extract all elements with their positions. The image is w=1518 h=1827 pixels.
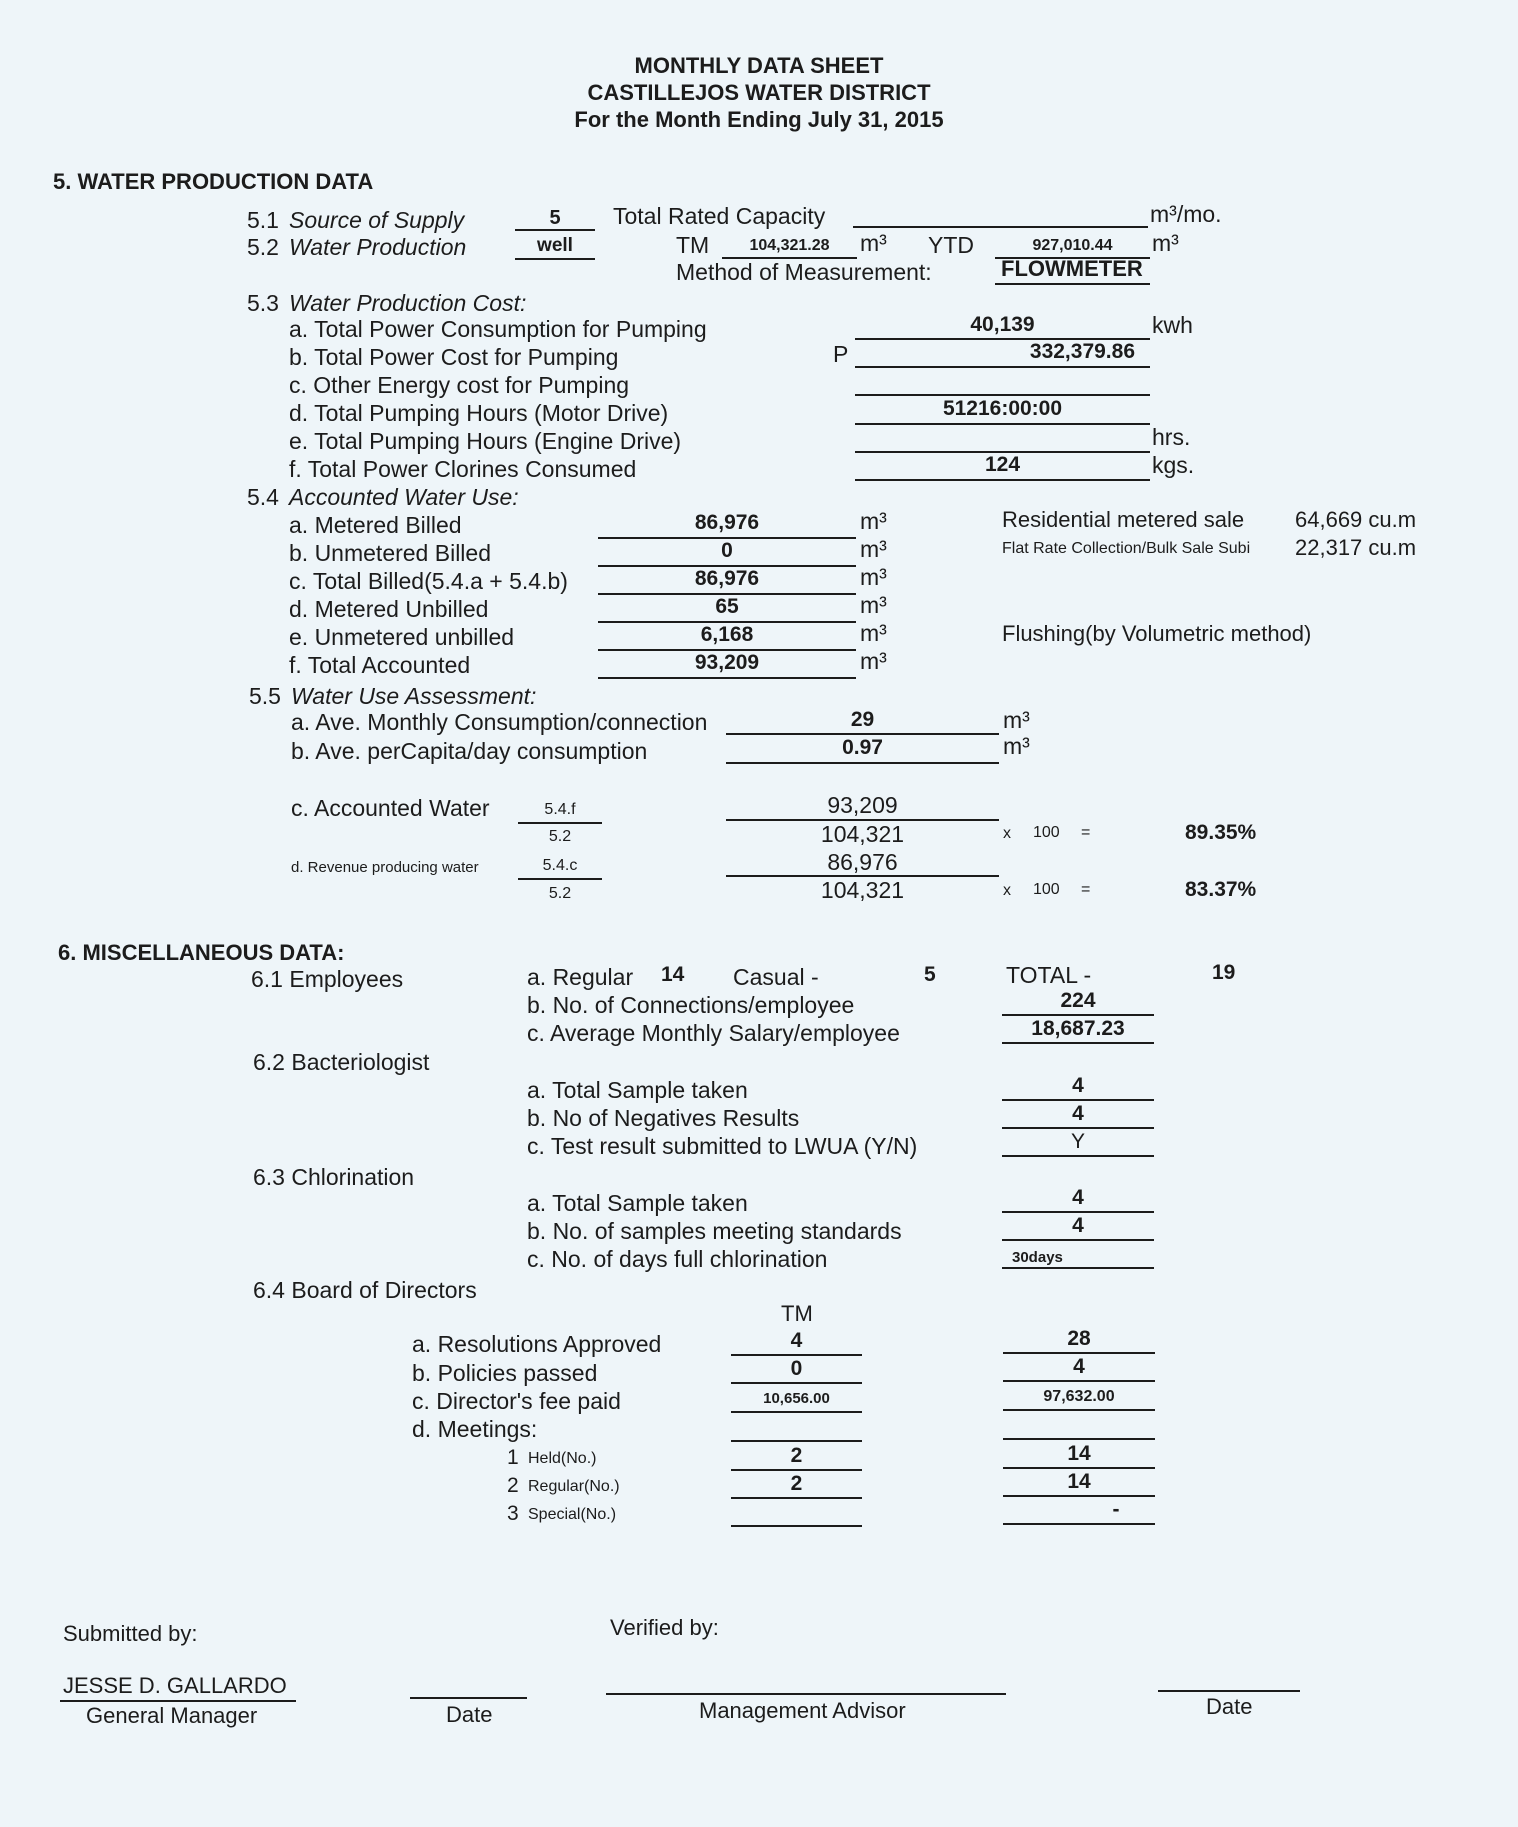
board-row-ytd: 28	[1067, 1327, 1091, 1350]
board-row-tm-underline	[731, 1411, 862, 1413]
s64-label: 6.4 Board of Directors	[253, 1277, 477, 1303]
title-line-1: MONTHLY DATA SHEET	[634, 53, 884, 78]
s53b-label: b. Total Power Cost for Pumping	[289, 344, 619, 370]
s55d-hundred: 100	[1033, 881, 1060, 898]
total-value: 19	[1212, 961, 1236, 984]
tm-value: 104,321.28	[749, 237, 830, 254]
s54-row-unit: m³	[860, 564, 887, 590]
advisor-label: Management Advisor	[699, 1698, 906, 1723]
s55-text: Water Use Assessment:	[291, 683, 537, 709]
s55c-hundred: 100	[1033, 824, 1060, 841]
s54-row-unit: m³	[860, 592, 887, 618]
s62-row-label: a. Total Sample taken	[527, 1077, 748, 1103]
s54-row-value: 6,168	[700, 623, 754, 646]
s53a-unit: kwh	[1152, 312, 1193, 338]
s53b-underline	[855, 366, 1150, 368]
s55c-denominator: 104,321	[820, 821, 905, 847]
board-row-tm: 10,656.00	[763, 1390, 830, 1407]
trc-label: Total Rated Capacity	[613, 203, 826, 229]
s55c-den-ref: 5.2	[548, 828, 572, 845]
board-row-ytd-underline	[1003, 1409, 1155, 1411]
s55c-times: x	[1003, 825, 1011, 842]
s62-row-value: Y	[1070, 1130, 1085, 1153]
s54-row-value: 65	[715, 595, 739, 618]
salary-label: c. Average Monthly Salary/employee	[527, 1020, 900, 1046]
s54-row-unit: m³	[860, 536, 887, 562]
s63-row-underline	[1002, 1239, 1154, 1241]
s55d-equals: =	[1081, 881, 1091, 898]
meeting-label: Special(No.)	[528, 1506, 617, 1523]
s54-row-unit: m³	[860, 648, 887, 674]
s54-row-value: 86,976	[694, 511, 760, 534]
flat-rate-value: 22,317 cu.m	[1295, 535, 1417, 560]
s55c-num-ref: 5.4.f	[544, 801, 576, 818]
s52-label: 5.2	[247, 234, 279, 260]
s54-row-label: e. Unmetered unbilled	[289, 624, 515, 650]
s55d-denominator: 104,321	[820, 877, 905, 903]
s62-row-value: 4	[1072, 1074, 1084, 1097]
s54-row-value: 93,209	[694, 651, 760, 674]
s62-label: 6.2 Bacteriologist	[253, 1049, 430, 1075]
s55b-label: b. Ave. perCapita/day consumption	[291, 738, 648, 764]
board-row-label: d. Meetings:	[412, 1416, 538, 1442]
date-line-2	[1158, 1690, 1300, 1692]
date-label-2: Date	[1206, 1694, 1253, 1719]
s53a-value: 40,139	[970, 313, 1035, 336]
s55d-num-ref: 5.4.c	[542, 857, 578, 874]
method-label: Method of Measurement:	[676, 259, 932, 285]
s53d-underline	[855, 423, 1150, 425]
s53-text: Water Production Cost:	[289, 290, 527, 316]
s55d-den-ref: 5.2	[548, 885, 572, 902]
section-6-heading: 6. MISCELLANEOUS DATA:	[58, 940, 345, 965]
board-row-label: c. Director's fee paid	[412, 1388, 621, 1414]
s55c-numerator: 93,209	[827, 792, 898, 818]
meeting-ytd: -	[1112, 1498, 1120, 1521]
meeting-label: Regular(No.)	[528, 1478, 620, 1495]
s63-row-label: c. No. of days full chlorination	[527, 1246, 828, 1272]
meeting-tm: 2	[790, 1472, 803, 1495]
s55c-label: c. Accounted Water	[291, 795, 490, 821]
title-line-3: For the Month Ending July 31, 2015	[574, 107, 944, 132]
salary-underline	[1002, 1042, 1154, 1044]
s63-row-value: 4	[1072, 1186, 1084, 1209]
s55b-value: 0.97	[842, 736, 883, 759]
s53e-unit: hrs.	[1152, 424, 1191, 450]
s51-underline	[515, 229, 595, 231]
s63-row-label: a. Total Sample taken	[527, 1190, 748, 1216]
date-line-1	[410, 1697, 527, 1699]
s53b-value: 332,379.86	[1029, 340, 1135, 363]
trc-underline	[853, 226, 1148, 228]
residential-label: Residential metered sale	[1002, 507, 1245, 532]
s53b-prefix: P	[833, 341, 849, 367]
meeting-number: 3	[507, 1502, 519, 1525]
flushing-note: Flushing(by Volumetric method)	[1002, 621, 1312, 646]
meeting-label: Held(No.)	[528, 1450, 597, 1467]
s63-row-underline	[1002, 1267, 1154, 1269]
s53d-value: 51216:00:00	[942, 397, 1063, 420]
s52-text: Water Production	[289, 234, 467, 260]
regular-value: 14	[661, 963, 685, 986]
method-underline	[995, 283, 1150, 285]
s63-row-value: 4	[1072, 1214, 1084, 1237]
s54-label: 5.4	[247, 484, 279, 510]
s53d-label: d. Total Pumping Hours (Motor Drive)	[289, 400, 669, 426]
s55c-equals: =	[1081, 824, 1091, 841]
board-row-tm-underline	[731, 1382, 862, 1384]
s54-row-label: c. Total Billed(5.4.a + 5.4.b)	[289, 568, 568, 594]
s55c-result: 89.35%	[1185, 821, 1257, 844]
s51-value: 5	[549, 207, 561, 229]
meeting-tm-underline	[731, 1497, 862, 1499]
s63-row-value: 30days	[1012, 1249, 1063, 1266]
tm-unit: m³	[860, 230, 887, 256]
s53f-label: f. Total Power Clorines Consumed	[289, 456, 637, 482]
s51-text: Source of Supply	[289, 207, 465, 233]
board-row-ytd: 4	[1073, 1355, 1085, 1378]
s55b-underline	[726, 762, 999, 764]
s54-row-label: a. Metered Billed	[289, 512, 462, 538]
s54-row-label: b. Unmetered Billed	[289, 540, 491, 566]
s55d-label: d. Revenue producing water	[291, 859, 479, 876]
s55d-ref-divider	[518, 878, 602, 880]
board-row-tm: 0	[790, 1357, 803, 1380]
s54-row-unit: m³	[860, 620, 887, 646]
s63-label: 6.3 Chlorination	[253, 1164, 415, 1190]
s52-underline	[515, 258, 595, 260]
s54-row-label: f. Total Accounted	[289, 652, 471, 678]
s54-row-value: 86,976	[694, 567, 760, 590]
s54-row-label: d. Metered Unbilled	[289, 596, 489, 622]
board-row-ytd: 97,632.00	[1043, 1388, 1115, 1405]
meeting-number: 1	[507, 1446, 519, 1469]
title-line-2: CASTILLEJOS WATER DISTRICT	[587, 80, 931, 105]
meeting-ytd: 14	[1067, 1470, 1091, 1493]
conn-value: 224	[1060, 989, 1096, 1012]
board-row-label: b. Policies passed	[412, 1360, 598, 1386]
meeting-ytd-underline	[1003, 1523, 1155, 1525]
tm-label: TM	[676, 232, 710, 258]
s54-row-unit: m³	[860, 508, 887, 534]
s53f-unit: kgs.	[1152, 452, 1195, 478]
ytd-label: YTD	[928, 232, 974, 258]
s63-row-label: b. No. of samples meeting standards	[527, 1218, 902, 1244]
signatory-name: JESSE D. GALLARDO	[63, 1673, 287, 1698]
s53f-value: 124	[984, 453, 1021, 476]
s62-row-label: b. No of Negatives Results	[527, 1105, 800, 1131]
board-row-ytd-underline	[1003, 1380, 1155, 1382]
s51-label: 5.1	[247, 207, 279, 233]
conn-label: b. No. of Connections/employee	[527, 992, 855, 1018]
s55d-times: x	[1003, 882, 1011, 899]
signatory-position: General Manager	[86, 1703, 258, 1728]
s52-value: well	[537, 235, 573, 256]
s53a-label: a. Total Power Consumption for Pumping	[289, 316, 707, 342]
section-5-heading: 5. WATER PRODUCTION DATA	[53, 169, 374, 194]
s55a-unit: m³	[1003, 707, 1030, 733]
s53f-underline	[855, 479, 1150, 481]
meeting-tm: 2	[790, 1444, 803, 1467]
s55-label: 5.5	[249, 683, 281, 709]
s55a-label: a. Ave. Monthly Consumption/connection	[291, 709, 708, 735]
verified-by-label: Verified by:	[610, 1615, 719, 1640]
s55c-ref-divider	[518, 822, 602, 824]
s53e-label: e. Total Pumping Hours (Engine Drive)	[289, 428, 682, 454]
s54-row-value: 0	[721, 539, 733, 562]
s53-label: 5.3	[247, 290, 279, 316]
tm-column-header: TM	[781, 1301, 813, 1326]
date-label-1: Date	[446, 1702, 493, 1727]
board-row-tm: 4	[790, 1329, 803, 1352]
meeting-ytd: 14	[1067, 1442, 1091, 1465]
s53c-label: c. Other Energy cost for Pumping	[289, 372, 630, 398]
s62-row-label: c. Test result submitted to LWUA (Y/N)	[527, 1133, 918, 1159]
regular-label: a. Regular	[527, 964, 634, 990]
s55d-numerator: 86,976	[827, 849, 898, 875]
casual-label: Casual -	[733, 964, 819, 990]
s61-label: 6.1 Employees	[251, 966, 404, 992]
ytd-unit: m³	[1152, 230, 1179, 256]
meeting-number: 2	[507, 1474, 519, 1497]
advisor-line	[606, 1693, 1006, 1695]
s62-row-underline	[1002, 1155, 1154, 1157]
submitted-by-label: Submitted by:	[63, 1621, 198, 1646]
s55d-result: 83.37%	[1185, 878, 1257, 901]
method-value: FLOWMETER	[1001, 256, 1143, 281]
meeting-tm-underline	[731, 1525, 862, 1527]
s54-text: Accounted Water Use:	[289, 484, 519, 510]
flat-rate-label: Flat Rate Collection/Bulk Sale Subi	[1002, 540, 1251, 557]
s54-row-underline	[598, 677, 856, 679]
salary-value: 18,687.23	[1031, 1017, 1125, 1040]
casual-value: 5	[924, 963, 936, 986]
trc-unit: m³/mo.	[1150, 201, 1222, 227]
total-label: TOTAL -	[1006, 962, 1092, 988]
s55b-unit: m³	[1003, 733, 1030, 759]
board-row-label: a. Resolutions Approved	[412, 1331, 662, 1357]
ytd-value: 927,010.44	[1032, 237, 1113, 254]
residential-value: 64,669 cu.m	[1295, 507, 1417, 532]
s55a-value: 29	[850, 708, 875, 731]
s62-row-value: 4	[1072, 1102, 1084, 1125]
